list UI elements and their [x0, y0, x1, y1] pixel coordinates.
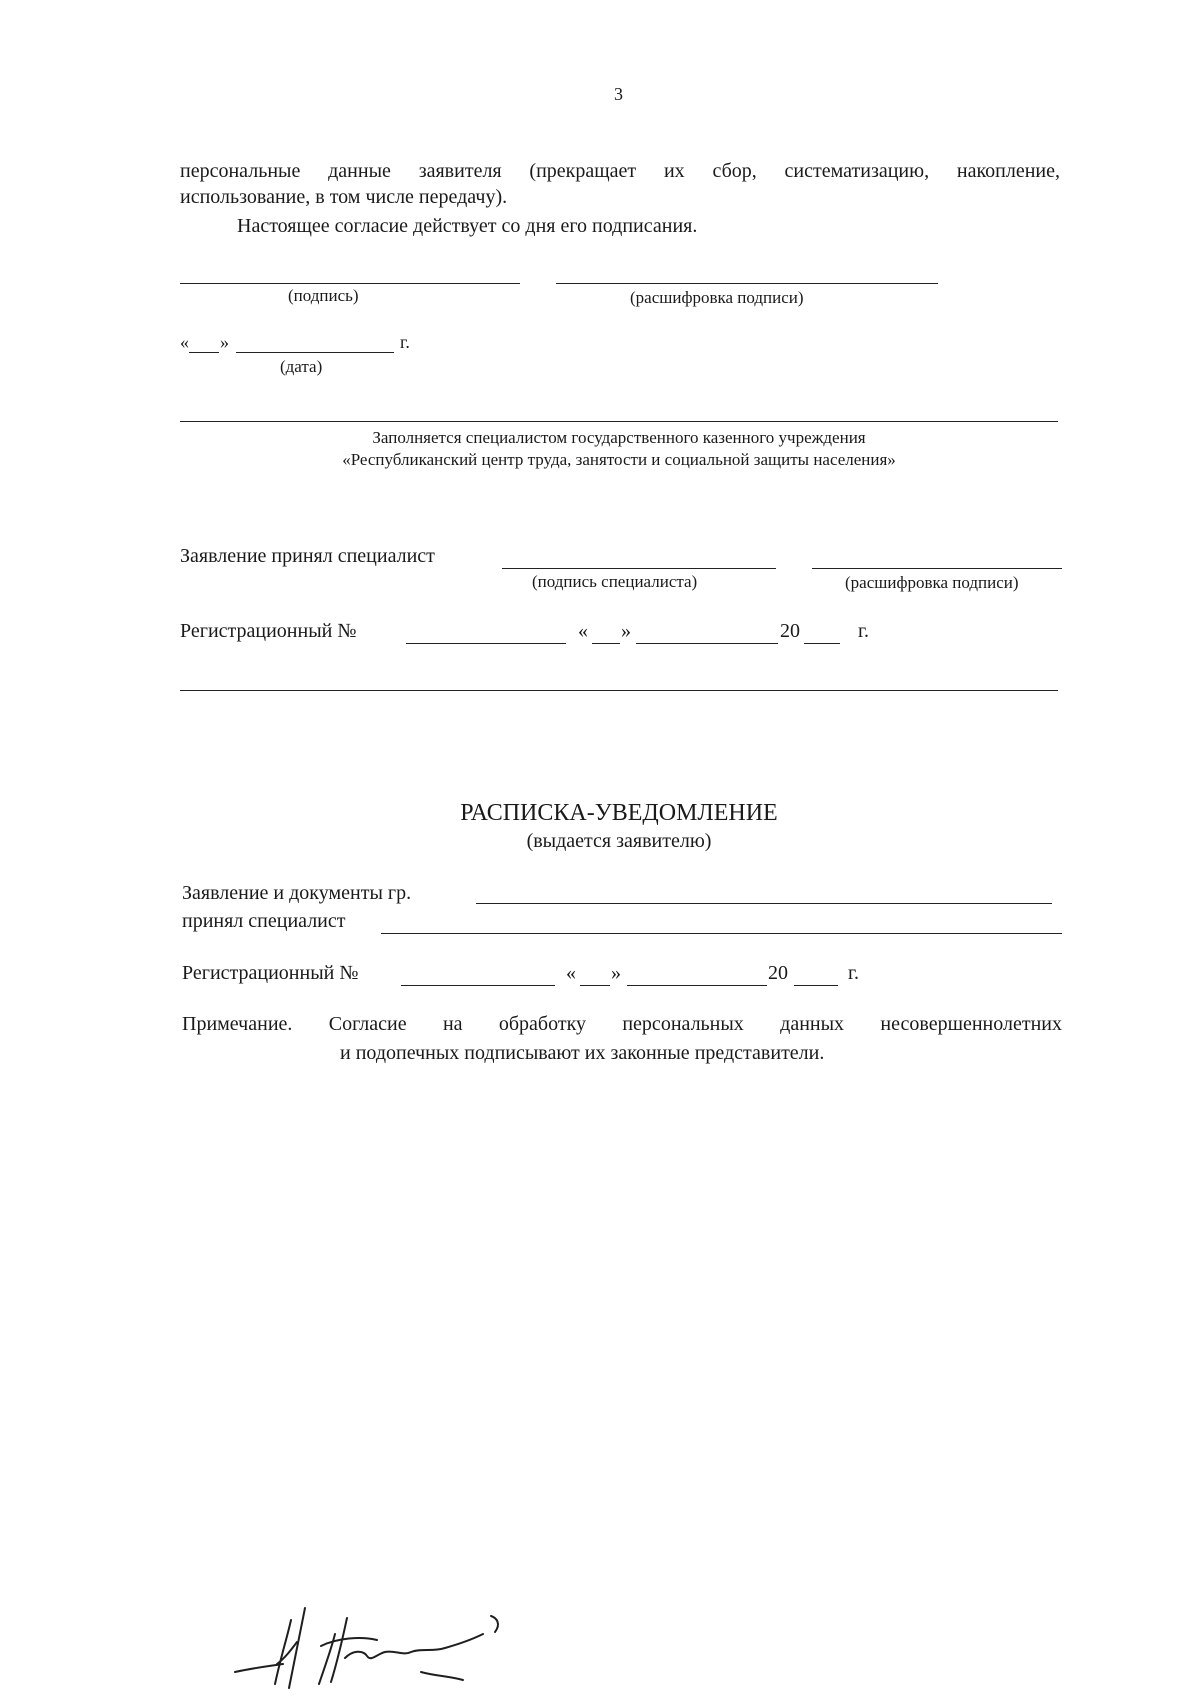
registration-year-prefix: 20: [780, 620, 800, 642]
registration-open-quote: «: [578, 620, 588, 642]
receipt-registration-year-line: [794, 985, 838, 986]
receipt-applicant-name-line: [476, 903, 1052, 904]
consent-text-line-2: использование, в том числе передачу).: [180, 186, 508, 208]
date-month-line: [236, 352, 394, 353]
registration-close-quote: »: [621, 620, 631, 642]
date-open-quote: «: [180, 332, 189, 352]
page-number: 3: [614, 84, 623, 104]
registration-day-line: [592, 643, 620, 644]
official-note-line-2: «Республиканский центр труда, занятости и социальной защиты населения»: [342, 450, 896, 469]
registration-year-line: [804, 643, 840, 644]
receipt-registration-year-suffix: г.: [848, 962, 859, 984]
specialist-decode-caption: (расшифровка подписи): [845, 573, 1019, 592]
receipt-documents-label: Заявление и документы гр.: [182, 882, 412, 904]
specialist-signature-caption: (подпись специалиста): [532, 572, 698, 591]
consent-validity-text: Настоящее согласие действует со дня его подписания.: [237, 215, 698, 237]
receipt-registration-year-prefix: 20: [768, 962, 788, 984]
date-day-line: [189, 352, 219, 353]
registration-number-label: Регистрационный №: [180, 620, 357, 642]
receipt-registration-open-quote: «: [566, 962, 576, 984]
date-year-suffix: г.: [400, 332, 410, 352]
applicant-signature-decode-line: [556, 283, 938, 284]
date-caption: (дата): [280, 357, 323, 376]
section-divider: [180, 421, 1058, 422]
official-note-line-1: Заполняется специалистом государственного казенного учреждения: [372, 428, 866, 447]
signature-caption: (подпись): [288, 286, 359, 305]
receipt-registration-day-line: [580, 985, 610, 986]
receipt-registration-line: [401, 985, 555, 986]
signature-decode-caption: (расшифровка подписи): [630, 288, 804, 307]
receipt-registration-label: Регистрационный №: [182, 962, 359, 984]
receipt-registration-month-line: [627, 985, 767, 986]
accepted-by-specialist-label: Заявление принял специалист: [180, 545, 435, 567]
section-divider-2: [180, 690, 1058, 691]
receipt-registration-close-quote: »: [611, 962, 621, 984]
receipt-note-line-1: Примечание. Согласие на обработку персональных данных несовершеннолетних: [182, 1013, 1062, 1035]
registration-month-line: [636, 643, 778, 644]
receipt-subtitle: (выдается заявителю): [526, 830, 712, 852]
specialist-signature-line: [502, 568, 776, 569]
date-close-quote: »: [220, 332, 229, 352]
receipt-specialist-line: [381, 933, 1062, 934]
receipt-note-line-2: и подопечных подписывают их законные представители.: [340, 1042, 825, 1064]
receipt-title: РАСПИСКА-УВЕДОМЛЕНИЕ: [460, 800, 778, 826]
registration-year-suffix: г.: [858, 620, 869, 642]
specialist-decode-line: [812, 568, 1062, 569]
handwritten-signature: [225, 1580, 535, 1696]
receipt-accepted-label: принял специалист: [182, 910, 346, 932]
applicant-signature-line: [180, 283, 520, 284]
consent-text-line-1: персональные данные заявителя (прекращает их сбор, систематизацию, накопление,: [180, 160, 1060, 182]
registration-number-line: [406, 643, 566, 644]
